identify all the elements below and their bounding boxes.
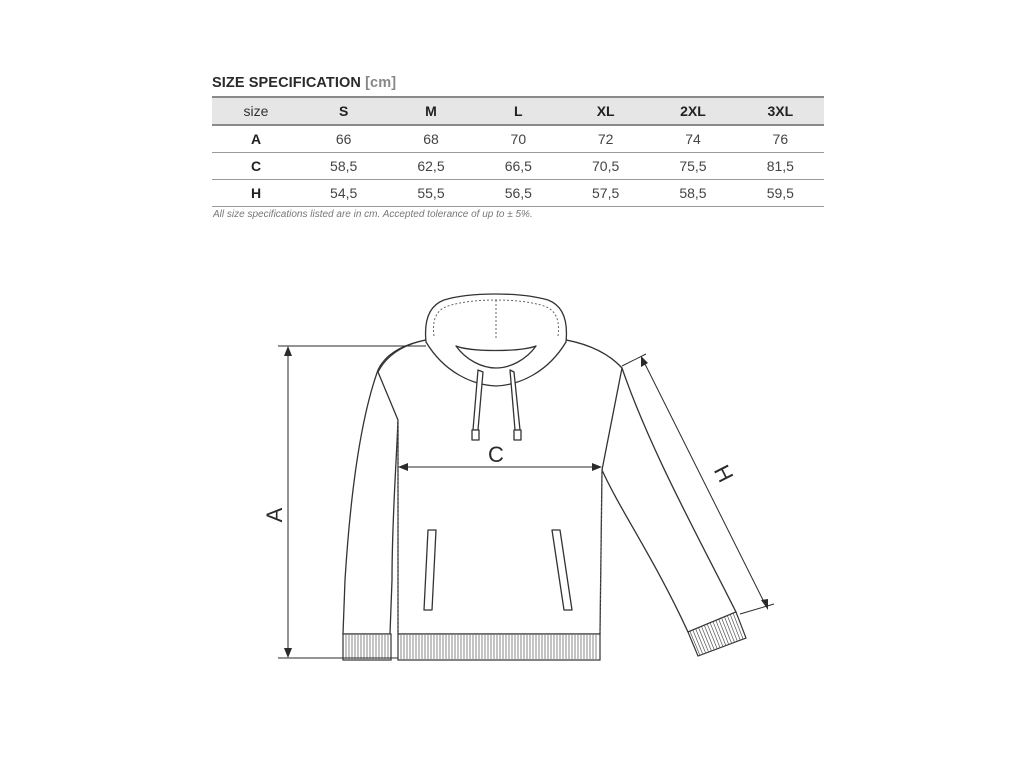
table-cell: 68 xyxy=(423,131,439,147)
table-cell: 54,5 xyxy=(330,185,358,201)
right-drawstring-tip xyxy=(514,430,521,440)
size-col-3xl: 3XL xyxy=(767,103,794,119)
left-cuff xyxy=(343,634,391,660)
table-cell: 66,5 xyxy=(504,158,532,174)
table-cell: 58,5 xyxy=(330,158,358,174)
label-h: H xyxy=(708,460,739,487)
table-cell: 59,5 xyxy=(766,185,794,201)
table-cell: 55,5 xyxy=(417,185,445,201)
left-drawstring-tip xyxy=(472,430,479,440)
table-cell: 72 xyxy=(597,131,614,147)
table-cell: 81,5 xyxy=(766,158,794,174)
table-cell: 57,5 xyxy=(592,185,620,201)
label-a: A xyxy=(262,507,287,523)
table-cell: 58,5 xyxy=(679,185,707,201)
size-header-label: size xyxy=(243,103,269,119)
table-cell: 75,5 xyxy=(679,158,707,174)
heading-title: SIZE SPECIFICATION xyxy=(212,75,361,91)
size-col-l: L xyxy=(514,103,523,119)
heading-unit: [cm] xyxy=(365,75,397,91)
size-col-s: S xyxy=(338,103,349,119)
tolerance-note: All size specifications listed are in cm. Accepted tolerance of up to ± 5%. xyxy=(213,209,533,220)
table-cell: 70 xyxy=(510,131,527,147)
table-cell: 74 xyxy=(685,131,701,147)
table-cell: 56,5 xyxy=(504,185,532,201)
table-cell: 66 xyxy=(335,131,352,147)
row-label-a: A xyxy=(250,131,262,147)
row-label-h: H xyxy=(250,185,262,201)
label-c: C xyxy=(488,442,504,467)
waist-ribbing xyxy=(398,634,600,660)
size-col-m: M xyxy=(425,103,437,119)
size-col-2xl: 2XL xyxy=(680,103,706,119)
table-cell: 76 xyxy=(772,131,789,147)
row-label-c: C xyxy=(250,158,262,174)
table-cell: 70,5 xyxy=(592,158,620,174)
table-cell: 62,5 xyxy=(417,158,445,174)
size-col-xl: XL xyxy=(596,103,615,119)
